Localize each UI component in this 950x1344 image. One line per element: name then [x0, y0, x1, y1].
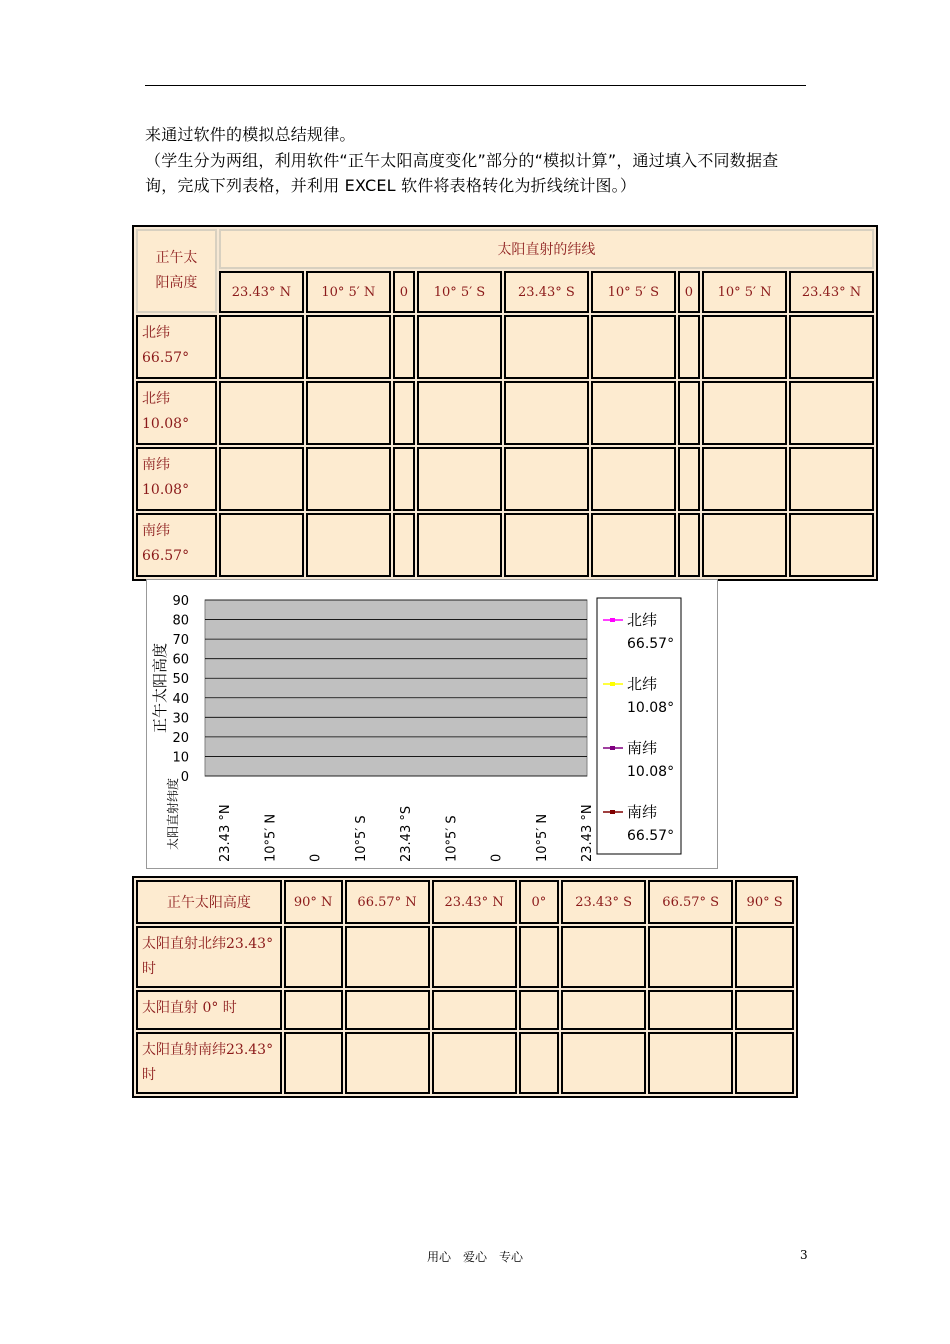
legend-swatch-marker	[610, 746, 615, 750]
table1-row-label: 南纬 10.08°	[136, 447, 217, 511]
table2-cell[interactable]	[284, 926, 343, 988]
table1-cell[interactable]	[678, 447, 700, 511]
table1-row-label: 南纬 66.57°	[136, 513, 217, 577]
table2-cell[interactable]	[561, 926, 646, 988]
table1-cell[interactable]	[504, 513, 589, 577]
table1-corner-text: 正午太 阳高度	[155, 250, 198, 291]
table1-cell[interactable]	[702, 513, 787, 577]
table2-column-header: 90° N	[284, 880, 343, 924]
x-tick-label: 0	[489, 853, 505, 862]
line-chart	[146, 579, 718, 869]
table1-cell[interactable]	[702, 315, 787, 379]
table2-cell[interactable]	[284, 1032, 343, 1094]
table1-cell[interactable]	[789, 315, 874, 379]
table2-row	[136, 1032, 794, 1094]
table1-cell[interactable]	[306, 381, 391, 445]
table1-cell[interactable]	[591, 447, 676, 511]
intro-text	[145, 122, 810, 199]
table2-cell[interactable]	[345, 1032, 430, 1094]
legend-swatch-marker	[610, 682, 615, 686]
y-tick-label: 20	[172, 730, 189, 746]
table1-cell[interactable]	[306, 315, 391, 379]
table2-column-header: 90° S	[735, 880, 794, 924]
table1-cell[interactable]	[591, 315, 676, 379]
x-tick-label: 10°5′ S	[444, 815, 460, 862]
table1-cell[interactable]	[678, 315, 700, 379]
table2-column-header: 66.57° N	[345, 880, 430, 924]
table2-column-header: 0°	[519, 880, 560, 924]
table2-cell[interactable]	[432, 990, 517, 1030]
table1-cell[interactable]	[789, 513, 874, 577]
table2-cell[interactable]	[284, 990, 343, 1030]
table2-column-header: 23.43° S	[561, 880, 646, 924]
y-tick-label: 10	[172, 750, 189, 766]
table1-column-header: 23.43° S	[504, 271, 589, 313]
x-tick-label: 23.43 °N	[218, 804, 233, 862]
x-tick-label: 0	[308, 853, 324, 862]
table1-cell[interactable]	[504, 381, 589, 445]
y-tick-label: 0	[180, 770, 189, 785]
legend-label-value: 66.57°	[627, 636, 675, 652]
table1-row	[136, 381, 874, 445]
table2-cell[interactable]	[735, 926, 794, 988]
table1-cell[interactable]	[417, 513, 502, 577]
table1-group-header: 太阳直射的纬线	[219, 229, 874, 269]
table2-cell[interactable]	[561, 990, 646, 1030]
table2-cell[interactable]	[648, 1032, 733, 1094]
page-number: 3	[800, 1248, 808, 1262]
legend-label-value: 10.08°	[627, 764, 675, 780]
table1-column-header: 0	[393, 271, 415, 313]
table2-row-label: 太阳直射北纬23.43° 时	[136, 926, 282, 988]
legend-label-prefix: 南纬	[627, 739, 658, 757]
table2-row-label: 太阳直射南纬23.43° 时	[136, 1032, 282, 1094]
table1-cell[interactable]	[504, 315, 589, 379]
intro-line-1: 来通过软件的模拟总结规律。	[145, 125, 356, 144]
plot-area	[205, 600, 587, 776]
table2-cell[interactable]	[345, 926, 430, 988]
x-axis-label: 太阳直射纬度	[166, 777, 180, 850]
table1-cell[interactable]	[678, 513, 700, 577]
legend-label-prefix: 北纬	[627, 675, 658, 693]
y-tick-label: 60	[172, 652, 189, 668]
table1-column-header: 10° 5′ N	[306, 271, 391, 313]
table1-cell[interactable]	[417, 381, 502, 445]
intro-line-2: （学生分为两组，利用软件“正午太阳高度变化”部分的“模拟计算”，通过填入不同数据查询，完成下列表格，并利用 EXCEL 软件将表格转化为折线统计图。）	[145, 150, 779, 195]
table1-row-label: 北纬 10.08°	[136, 381, 217, 445]
table2-cell[interactable]	[648, 926, 733, 988]
table1-cell[interactable]	[393, 315, 415, 379]
x-tick-label: 10°5′ S	[353, 815, 369, 862]
table1-corner	[136, 229, 217, 313]
table1-cell[interactable]	[417, 447, 502, 511]
table2-cell[interactable]	[432, 1032, 517, 1094]
header-rule	[145, 85, 806, 86]
solar-altitude-table-2	[132, 876, 798, 1098]
table2-corner: 正午太阳高度	[136, 880, 282, 924]
table1-cell[interactable]	[393, 447, 415, 511]
table1-cell[interactable]	[306, 447, 391, 511]
table1-column-header: 0	[678, 271, 700, 313]
legend-swatch-marker	[610, 810, 615, 814]
table1-cell[interactable]	[219, 447, 304, 511]
y-tick-label: 50	[172, 672, 189, 688]
legend-label-value: 10.08°	[627, 700, 675, 716]
y-tick-label: 70	[172, 633, 189, 649]
table2-column-header: 66.57° S	[648, 880, 733, 924]
x-tick-label: 10°5′ N	[534, 813, 550, 862]
y-tick-label: 40	[172, 691, 189, 707]
x-tick-label: 23.43 °S	[399, 805, 414, 862]
table2-cell[interactable]	[735, 1032, 794, 1094]
y-tick-label: 30	[172, 711, 189, 727]
table1-column-header: 10° 5′ S	[417, 271, 502, 313]
table1-row	[136, 447, 874, 511]
table1-cell[interactable]	[219, 513, 304, 577]
legend-label-value: 66.57°	[627, 828, 675, 844]
table1-column-header: 10° 5′ S	[591, 271, 676, 313]
table1-cell[interactable]	[789, 447, 874, 511]
y-tick-label: 90	[172, 594, 189, 609]
table1-row-label: 北纬 66.57°	[136, 315, 217, 379]
table2-cell[interactable]	[735, 990, 794, 1030]
table2-cell[interactable]	[648, 990, 733, 1030]
table2-cell[interactable]	[561, 1032, 646, 1094]
legend-swatch-marker	[610, 618, 615, 622]
table2-cell[interactable]	[519, 990, 560, 1030]
table1-column-header: 23.43° N	[789, 271, 874, 313]
table1-cell[interactable]	[417, 315, 502, 379]
footer-motto: 用心 爱心 专心	[426, 1250, 523, 1264]
table2-cell[interactable]	[432, 926, 517, 988]
table1-cell[interactable]	[702, 447, 787, 511]
y-axis-label: 正午太阳高度	[151, 642, 169, 734]
table2-row	[136, 990, 794, 1030]
legend-label-prefix: 南纬	[627, 803, 658, 821]
table1-cell[interactable]	[591, 381, 676, 445]
table1-cell[interactable]	[702, 381, 787, 445]
table2-row-label: 太阳直射 0° 时	[136, 990, 282, 1030]
legend-label-prefix: 北纬	[627, 611, 658, 629]
table1-cell[interactable]	[306, 513, 391, 577]
table1-column-header: 23.43° N	[219, 271, 304, 313]
table1-cell[interactable]	[678, 381, 700, 445]
table2-row	[136, 926, 794, 988]
x-tick-label: 10°5′ N	[263, 813, 279, 862]
table1-cell[interactable]	[789, 381, 874, 445]
table2-cell[interactable]	[519, 1032, 560, 1094]
table2-column-header: 23.43° N	[432, 880, 517, 924]
table2-cell[interactable]	[345, 990, 430, 1030]
table2-cell[interactable]	[519, 926, 560, 988]
table1-row	[136, 513, 874, 577]
chart-svg	[147, 580, 717, 868]
table1-row	[136, 315, 874, 379]
table1-column-header: 10° 5′ N	[702, 271, 787, 313]
solar-altitude-table-1	[132, 225, 878, 581]
table1-cell[interactable]	[219, 381, 304, 445]
table1-cell[interactable]	[504, 447, 589, 511]
table1-cell[interactable]	[393, 381, 415, 445]
table1-cell[interactable]	[591, 513, 676, 577]
table1-cell[interactable]	[393, 513, 415, 577]
table1-cell[interactable]	[219, 315, 304, 379]
y-tick-label: 80	[172, 613, 189, 629]
x-tick-label: 23.43 °N	[580, 804, 595, 862]
